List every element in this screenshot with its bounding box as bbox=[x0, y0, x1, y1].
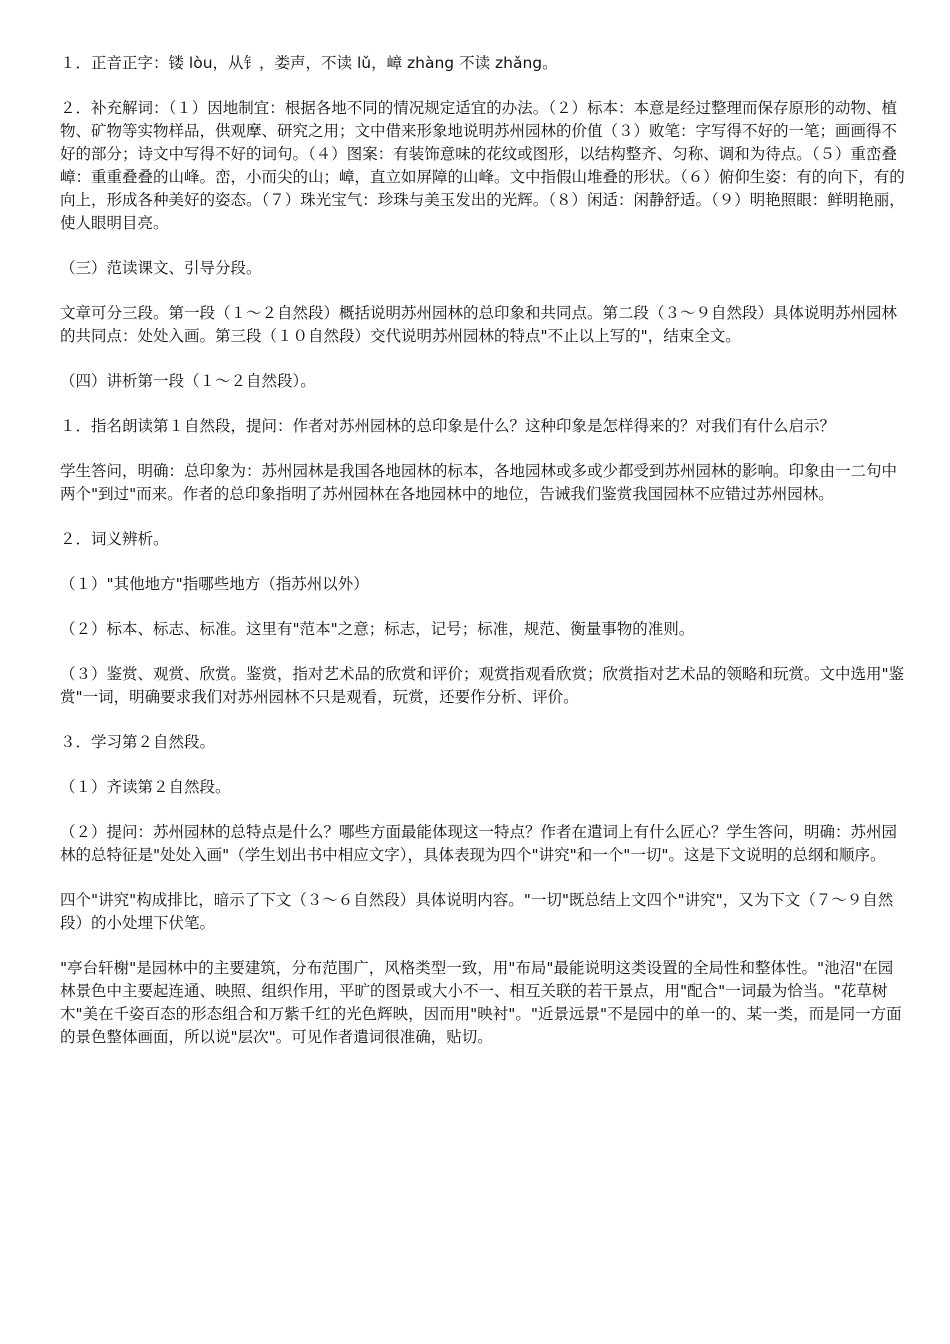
paragraph-pronunciation: １．正音正字：镂 lòu，从钅，娄声，不读 lǔ，嶂 zhàng 不读 zhǎng。 bbox=[60, 54, 558, 72]
paragraph-word-meaning-heading: ２．词义辨析。 bbox=[60, 530, 169, 548]
document-page bbox=[60, 52, 908, 1071]
paragraph-answer-1: 学生答问，明确：总印象为：苏州园林是我国各地园林的标本，各地园林或多或少都受到苏州园林的影响。印象由一二句中两个"到过"而来。作者的总印象指明了苏州园林在各地园林中的地位，告诫我们鉴赏我国园林不应错过苏州园林。 bbox=[60, 462, 898, 503]
section-heading-reading: （三）范读课文、引导分段。 bbox=[60, 259, 262, 277]
paragraph-study-1: （１）齐读第２自然段。 bbox=[60, 778, 231, 796]
paragraph-study-2: （２）提问：苏州园林的总特点是什么？哪些方面最能体现这一特点？作者在遣词上有什么匠心？学生答问，明确：苏州园林的总特征是"处处入画"（学生划出书中相应文字），具体表现为四个"讲究"和一个"一切"。这是下文说明的总纲和顺序。 bbox=[60, 823, 898, 864]
section-heading-analysis: （四）讲析第一段（１～２自然段）。 bbox=[60, 372, 316, 390]
paragraph-word-meaning-3: （３）鉴赏、观赏、欣赏。鉴赏，指对艺术品的欣赏和评价；观赏指观看欣赏；欣赏指对艺术品的领略和玩赏。文中选用"鉴赏"一词，明确要求我们对苏州园林不只是观看，玩赏，还要作分析、评价。 bbox=[60, 665, 905, 706]
paragraph-study-heading: ３．学习第２自然段。 bbox=[60, 733, 216, 751]
paragraph-structure: 文章可分三段。第一段（１～２自然段）概括说明苏州园林的总印象和共同点。第二段（３～９自然段）具体说明苏州园林的共同点：处处入画。第三段（１０自然段）交代说明苏州园林的特点"不止以上写的"，结束全文。 bbox=[60, 304, 898, 345]
paragraph-word-explanations: ２．补充解词：（１）因地制宜：根据各地不同的情况规定适宜的办法。（２）标本：本意是经过整理而保存原形的动物、植物、矿物等实物样品，供观摩、研究之用；文中借来形象地说明苏州园林的价值（３）败笔：字写得不好的一笔；画画得不好的部分；诗文中写得不好的词句。（４）图案：有装饰意味的花纹或图形，以结构整齐、匀称、调和为待点。（５）重峦叠嶂：重重叠叠的山峰。峦，小而尖的山；嶂，直立如屏障的山峰。文中指假山堆叠的形状。（６）俯仰生姿：有的向下，有的向上，形成各种美好的姿态。（７）珠光宝气：珍珠与美玉发出的光辉。（８）闲适：闲静舒适。（９）明艳照眼：鲜明艳丽，使人眼明目亮。 bbox=[60, 99, 905, 232]
paragraph-word-meaning-2: （２）标本、标志、标准。这里有"范本"之意；标志，记号；标准，规范、衡量事物的准则。 bbox=[60, 620, 695, 638]
paragraph-word-choice: "亭台轩榭"是园林中的主要建筑，分布范围广，风格类型一致，用"布局"最能说明这类设置的全局性和整体性。"池沼"在园林景色中主要起连通、映照、组织作用，平旷的图景或大小不一、相互关联的若干景点，用"配合"一词最为恰当。"花草树木"美在千姿百态的形态组合和万紫千红的光色辉映，因而用"映衬"。"近景远景"不是园中的单一的、某一类，而是同一方面的景色整体画面，所以说"层次"。可见作者遣词很准确，贴切。 bbox=[60, 959, 902, 1046]
paragraph-four-points: 四个"讲究"构成排比，暗示了下文（３～６自然段）具体说明内容。"一切"既总结上文四个"讲究"，又为下文（７～９自然段）的小处埋下伏笔。 bbox=[60, 891, 894, 932]
paragraph-word-meaning-1: （１）"其他地方"指哪些地方（指苏州以外） bbox=[60, 575, 369, 593]
paragraph-question-1: １．指名朗读第１自然段，提问：作者对苏州园林的总印象是什么？这种印象是怎样得来的？对我们有什么启示？ bbox=[60, 417, 836, 435]
